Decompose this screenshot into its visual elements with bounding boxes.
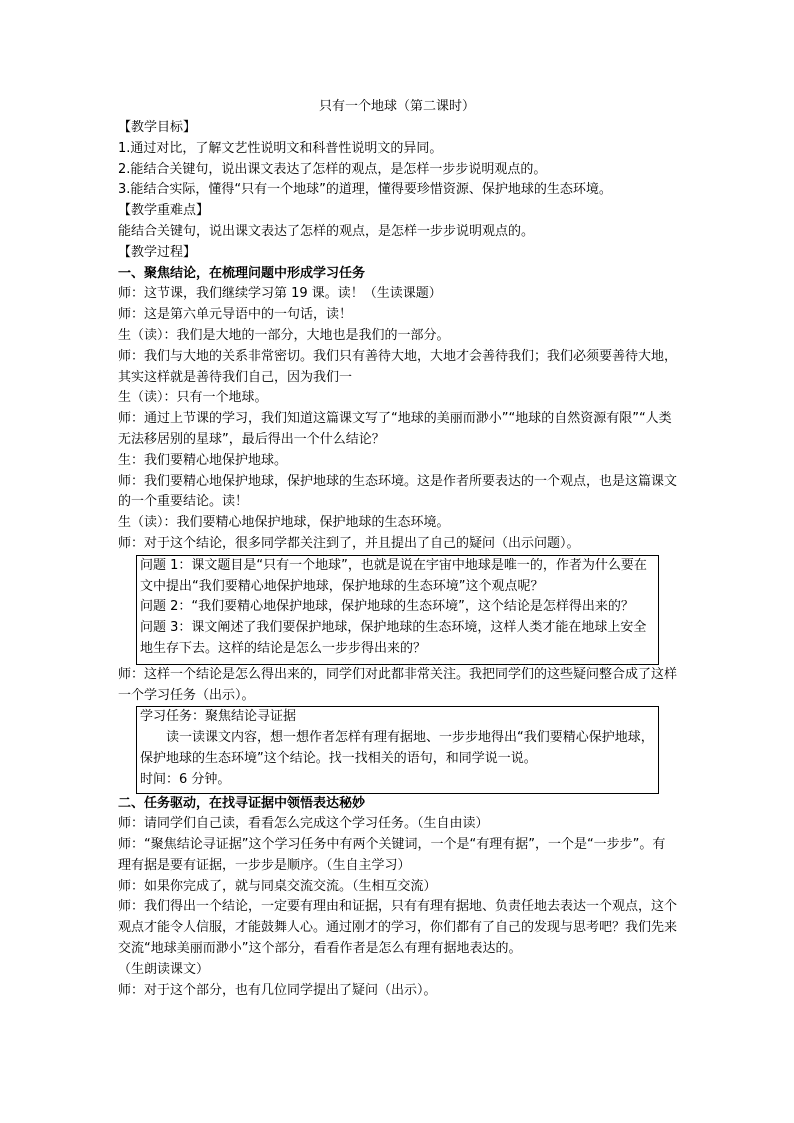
questions-box [136, 555, 659, 665]
question-item: 问题 3：课文阐述了我们要保护地球，保护地球的生态环境，这样人类才能在地球上安全地生存下去。这样的结论是怎么一步步得出来的？ [140, 620, 647, 656]
dialogue-line: 师：这节课，我们继续学习第 19 课。读！（生读课题） [118, 286, 442, 302]
dialogue-line: 师：我们要精心地保护地球，保护地球的生态环境。这是作者所要表达的一个观点，也是这篇课文的一个重要结论。读！ [118, 473, 678, 510]
dialogue-line: 师：这样一个结论是怎么得出来的，同学们对此都非常关注。我把同学们的这些疑问整合成了这样一个学习任务（出示）。 [118, 666, 678, 703]
question-item: 问题 1：课文题目是“只有一个地球”，也就是说在宇宙中地球是唯一的，作者为什么要在文中提出“我们要精心地保护地球，保护地球的生态环境”这个观点呢？ [140, 557, 647, 594]
dialogue-line: 生（读）：我们是大地的一部分，大地也是我们的一部分。 [118, 327, 450, 343]
key-points-text: 能结合关键句，说出课文表达了怎样的观点，是怎样一步步说明观点的。 [118, 223, 535, 239]
question-item: 问题 2：“我们要精心地保护地球，保护地球的生态环境”，这个结论是怎样得出来的？ [140, 599, 634, 615]
task-time: 时间：6 分钟。 [140, 771, 231, 787]
section-heading-goals: 【教学目标】 [118, 120, 197, 135]
goal-item: 2.能结合关键句，说出课文表达了怎样的观点，是怎样一步步说明观点的。 [118, 161, 547, 177]
dialogue-line: （生朗读课文） [118, 961, 210, 977]
section-heading-process: 【教学过程】 [118, 244, 197, 260]
dialogue-line: 师：这是第六单元导语中的一句话，读！ [118, 307, 353, 323]
dialogue-line: 师：如果你完成了，就与同桌交流交流。（生相互交流） [118, 878, 437, 894]
learning-task-box [136, 706, 659, 793]
goal-item: 1.通过对比，了解文艺性说明文和科普性说明文的异同。 [118, 140, 443, 156]
dialogue-line: 师：请同学们自己读，看看怎么完成这个学习任务。（生自由读） [118, 816, 489, 832]
dialogue-line: 师：对于这个结论，很多同学都关注到了，并且提出了自己的疑问（出示问题）。 [118, 535, 580, 551]
task-description: 读一读课文内容，想一想作者怎样有理有据地、一步步地得出“我们要精心保护地球，保护地球的生态环境”这个结论。找一找相关的语句，和同学说一说。 [140, 730, 654, 766]
dialogue-line: 师：我们与大地的关系非常密切。我们只有善待大地，大地才会善待我们；我们必须要善待大地，其实这样就是善待我们自己，因为我们一 [118, 348, 678, 385]
task-title: 学习任务：聚焦结论寻证据 [140, 709, 297, 725]
part-one-heading: 一、聚焦结论，在梳理问题中形成学习任务 [118, 265, 366, 281]
dialogue-line: 师：通过上节课的学习，我们知道这篇课文写了“地球的美丽而渺小”“地球的自然资源有限”“人类无法移居别的星球”，最后得出一个什么结论？ [118, 411, 672, 447]
dialogue-line: 师：“聚焦结论寻证据”这个学习任务中有两个关键词，一个是“有理有据”，一个是“一步步”。有理有据是要有证据，一步步是顺序。（生自主学习） [118, 837, 666, 873]
document-title: 只有一个地球（第二课时） [318, 99, 475, 114]
dialogue-line: 生（读）：我们要精心地保护地球，保护地球的生态环境。 [118, 515, 450, 531]
goal-item: 3.能结合实际，懂得“只有一个地球”的道理，懂得要珍惜资源、保护地球的生态环境。 [118, 182, 612, 198]
dialogue-line: 生（读）：只有一个地球。 [118, 390, 268, 406]
part-two-heading: 二、任务驱动，在找寻证据中领悟表达秘妙 [118, 795, 366, 811]
section-heading-key-points: 【教学重难点】 [118, 203, 210, 219]
dialogue-line: 师：我们得出一个结论，一定要有理由和证据，只有有理有据地、负责任地去表达一个观点，这个观点才能令人信服，才能鼓舞人心。通过刚才的学习，你们都有了自己的发现与思考吧？我们先来交流“地球美丽而渺小”这个部分，看看作者是怎么有理有据地表达的。 [118, 899, 678, 957]
dialogue-line: 师：对于这个部分，也有几位同学提出了疑问（出示）。 [118, 982, 437, 998]
document-body [118, 118, 678, 1001]
dialogue-line: 生：我们要精心地保护地球。 [118, 452, 288, 468]
